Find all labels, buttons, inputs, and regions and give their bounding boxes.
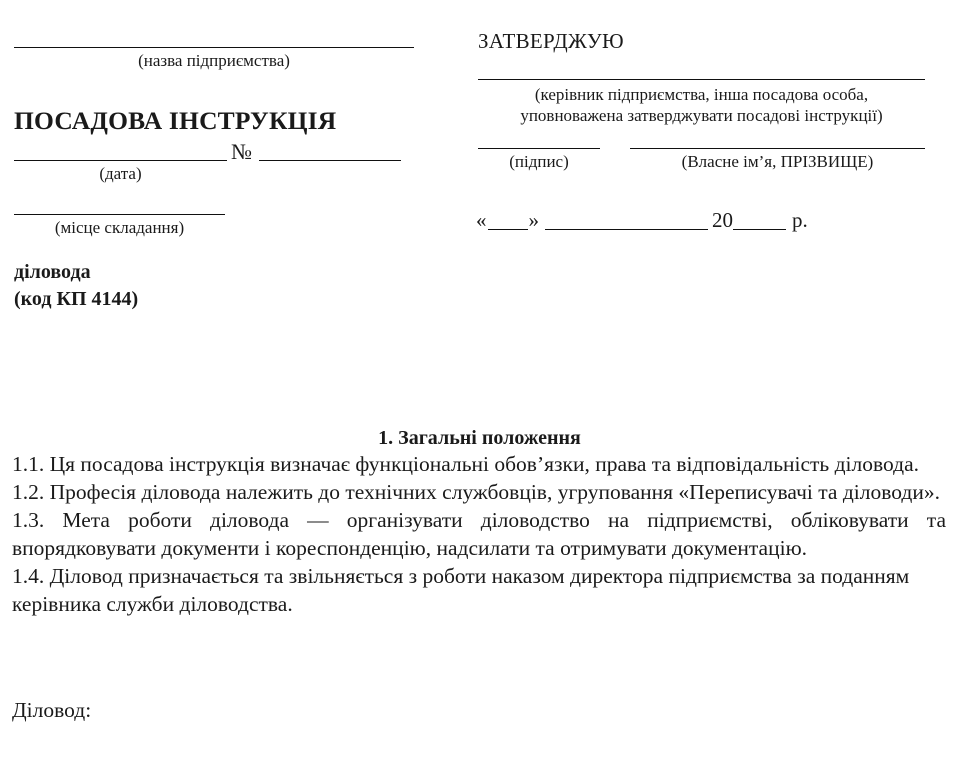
page-title: ПОСАДОВА ІНСТРУКЦІЯ — [14, 106, 337, 135]
date-quote-close: » — [528, 208, 539, 232]
document-number-blank-rule — [259, 160, 401, 161]
year-suffix: р. — [792, 208, 808, 232]
closing-label: Діловод: — [12, 698, 92, 722]
place-caption: (місце складання) — [54, 218, 185, 237]
position-classifier-code: (код КП 4144) — [14, 288, 139, 310]
position-name: діловода — [14, 261, 91, 283]
year-blank — [733, 229, 786, 230]
position-title-block — [14, 259, 138, 313]
date-quote-open: « — [476, 208, 487, 232]
approval-heading: ЗАТВЕРДЖУЮ — [478, 29, 624, 53]
section-heading: 1. Загальні положення — [378, 427, 581, 449]
month-blank — [545, 229, 708, 230]
paragraph-1-3: 1.3. Мета роботи діловода — організувати діловодство на підприємстві, обліковувати та впорядковувати документи і кореспонденцію, надсилати та отримувати документацію. — [12, 507, 946, 560]
section-body — [12, 451, 946, 619]
signature-caption: (підпис) — [509, 152, 569, 171]
place-blank-rule — [14, 214, 225, 215]
full-name-caption: (Власне ім’я, ПРІЗВИЩЕ) — [681, 152, 874, 171]
approver-blank-rule — [478, 79, 925, 80]
paragraph-1-4: 1.4. Діловод призначається та звільняється з роботи наказом директора підприємства за поданням керівника служби діловодства. — [12, 563, 910, 616]
approver-caption-line-2: уповноважена затверджувати посадові інструкції) — [520, 106, 883, 126]
year-prefix: 20 — [712, 208, 733, 232]
date-blank-rule — [14, 160, 227, 161]
signature-blank-rule — [478, 148, 600, 149]
date-caption: (дата) — [99, 164, 142, 183]
approver-caption — [478, 84, 925, 127]
approver-caption-line-1: (керівник підприємства, інша посадова особа, — [534, 85, 869, 104]
day-blank — [488, 229, 528, 230]
organization-name-blank-rule — [14, 47, 414, 48]
full-name-blank-rule — [630, 148, 925, 149]
number-sign-mark: № — [231, 139, 252, 164]
paragraph-1-2: 1.2. Професія діловода належить до технічних службовців, угруповання «Переписувачі та діловоди». — [12, 479, 940, 504]
organization-name-caption: (назва підприємства) — [138, 51, 290, 70]
approval-date-line — [476, 208, 808, 233]
paragraph-1-1: 1.1. Ця посадова інструкція визначає функціональні обов’язки, права та відповідальність діловода. — [12, 452, 919, 476]
